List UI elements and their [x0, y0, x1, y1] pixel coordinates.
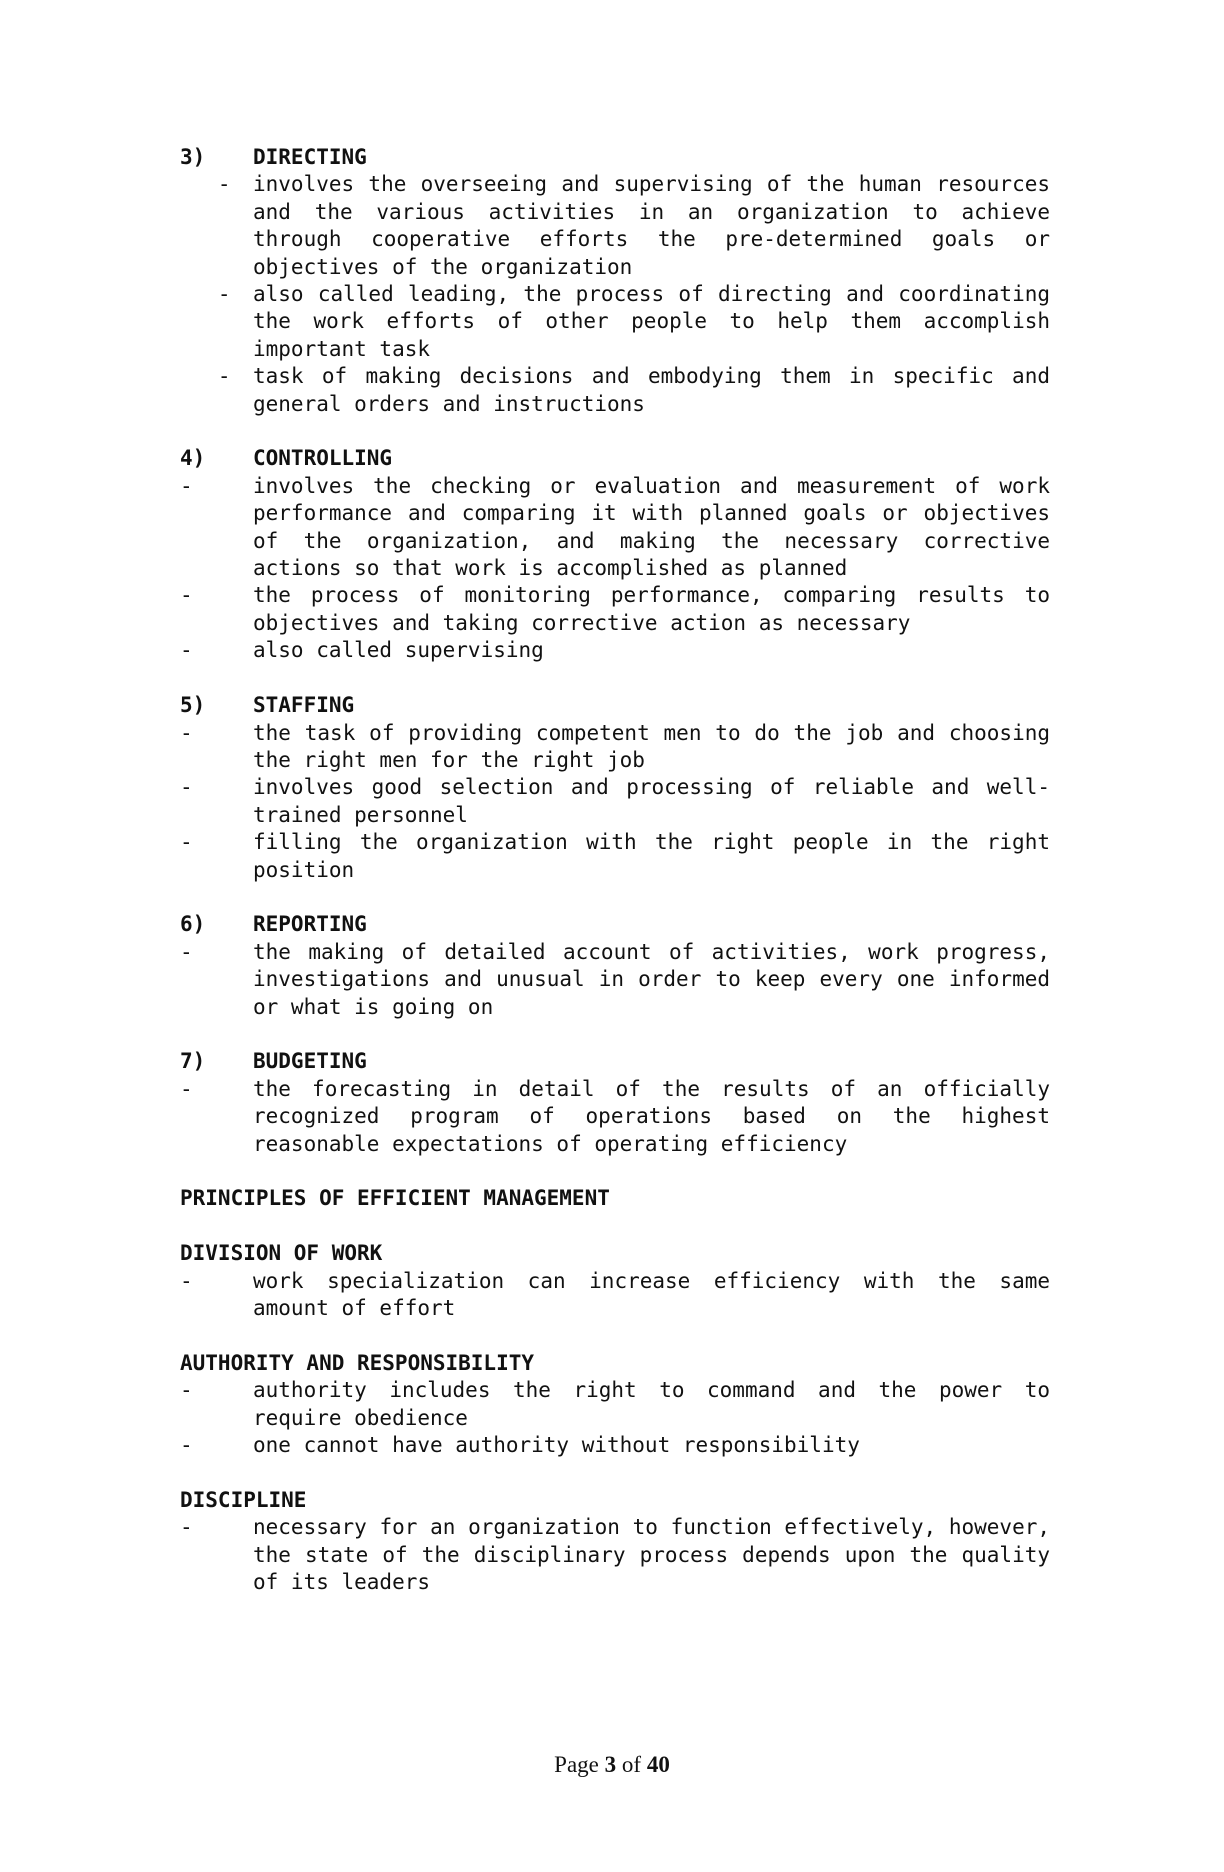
list-item-text: the forecasting in detail of the results of an officially recognized program of operations based on the highest reasonable expectations of operating efficiency: [253, 1076, 1050, 1156]
list-item-text: task of making decisions and embodying them in specific and general orders and instructions: [253, 364, 1050, 416]
list-item: [180, 1432, 1050, 1459]
section-number: 4): [180, 446, 206, 471]
list-item: [180, 829, 1050, 884]
list-item-text: also called supervising: [253, 638, 544, 663]
section-number: 6): [180, 912, 206, 937]
list-item: [180, 363, 1050, 418]
principle-discipline: [180, 1487, 1050, 1597]
list-item-text: authority includes the right to command and the power to require obedience: [253, 1378, 1050, 1430]
total-pages-number: 40: [646, 1752, 670, 1777]
list-item: [180, 637, 1050, 664]
section-number: 7): [180, 1049, 206, 1074]
section-title: DIRECTING: [253, 145, 367, 169]
section-title: REPORTING: [253, 912, 367, 937]
principle-authority-and-responsibility: [180, 1350, 1050, 1460]
section-title: STAFFING: [253, 693, 355, 718]
section-reporting: [180, 911, 1050, 1021]
list-item: [180, 720, 1050, 775]
bullet-dash: -: [180, 1432, 193, 1457]
list-item-text: the making of detailed account of activities, work progress, investigations and unusual in order to keep every one informed or what is going on: [253, 939, 1050, 1019]
section-staffing: [180, 692, 1050, 884]
bullet-dash: -: [180, 775, 193, 800]
bullet-dash: -: [180, 1076, 193, 1101]
list-item: [180, 1514, 1050, 1596]
bullet-dash: -: [180, 1515, 193, 1540]
document-body: [180, 144, 1050, 1596]
list-item: [180, 473, 1050, 583]
bullet-dash: -: [180, 364, 231, 389]
section-heading: [180, 144, 1050, 171]
section-heading: [180, 911, 1050, 938]
bullet-dash: -: [180, 172, 231, 197]
bullet-dash: -: [180, 939, 193, 964]
section-title: CONTROLLING: [253, 446, 393, 471]
section-number: 5): [180, 693, 206, 718]
list-item: [180, 281, 1050, 363]
list-item-text: the task of providing competent men to do the job and choosing the right men for the right job: [253, 720, 1050, 772]
principles-heading: PRINCIPLES OF EFFICIENT MANAGEMENT: [180, 1186, 610, 1211]
section-heading: [180, 692, 1050, 719]
section-budgeting: [180, 1048, 1050, 1158]
bullet-dash: -: [180, 583, 193, 608]
list-item: [180, 1268, 1050, 1323]
principle-division-of-work: [180, 1240, 1050, 1322]
section-controlling: [180, 445, 1050, 664]
bullet-dash: -: [180, 282, 231, 307]
section-heading: [180, 445, 1050, 472]
section-heading: [180, 1048, 1050, 1075]
bullet-dash: -: [180, 720, 193, 745]
list-item-text: one cannot have authority without responsibility: [253, 1432, 860, 1457]
current-page-number: 3: [604, 1752, 617, 1777]
section-number: 3): [180, 145, 206, 169]
list-item-text: also called leading, the process of directing and coordinating the work efforts of other people to help them accomplish important task: [253, 282, 1050, 361]
section-title: BUDGETING: [253, 1049, 367, 1074]
bullet-dash: -: [180, 830, 193, 855]
section-directing: [180, 144, 1050, 418]
bullet-dash: -: [180, 473, 193, 498]
page-footer: [0, 1752, 1224, 1778]
list-item-text: the process of monitoring performance, comparing results to objectives and taking corrective action as necessary: [253, 583, 1050, 635]
list-item: [180, 939, 1050, 1021]
list-item: [180, 1377, 1050, 1432]
list-item: [180, 582, 1050, 637]
list-item-text: involves the checking or evaluation and measurement of work performance and comparing it with planned goals or objectives of the organization, and making the necessary corrective actions so that work is accomplished as planned: [253, 473, 1050, 581]
bullet-dash: -: [180, 1378, 193, 1403]
list-item: [180, 171, 1050, 281]
list-item: [180, 1076, 1050, 1158]
list-item-text: involves the overseeing and supervising of the human resources and the various activities in an organization to achieve through cooperative efforts the pre-determined goals or objectives of the organization: [253, 172, 1050, 279]
page-of-label: of: [616, 1752, 647, 1777]
list-item: [180, 774, 1050, 829]
bullet-dash: -: [180, 638, 193, 663]
principle-title: AUTHORITY AND RESPONSIBILITY: [180, 1350, 535, 1375]
list-item-text: necessary for an organization to function effectively, however, the state of the disciplinary process depends upon the quality of its leaders: [253, 1515, 1050, 1594]
list-item-text: involves good selection and processing of reliable and well-trained personnel: [253, 775, 1050, 827]
page-label: Page: [554, 1752, 605, 1777]
bullet-dash: -: [180, 1268, 193, 1293]
list-item-text: filling the organization with the right people in the right position: [253, 830, 1050, 882]
list-item-text: work specialization can increase efficiency with the same amount of effort: [253, 1268, 1050, 1320]
principle-title: DIVISION OF WORK: [180, 1241, 383, 1266]
principle-title: DISCIPLINE: [180, 1487, 307, 1512]
